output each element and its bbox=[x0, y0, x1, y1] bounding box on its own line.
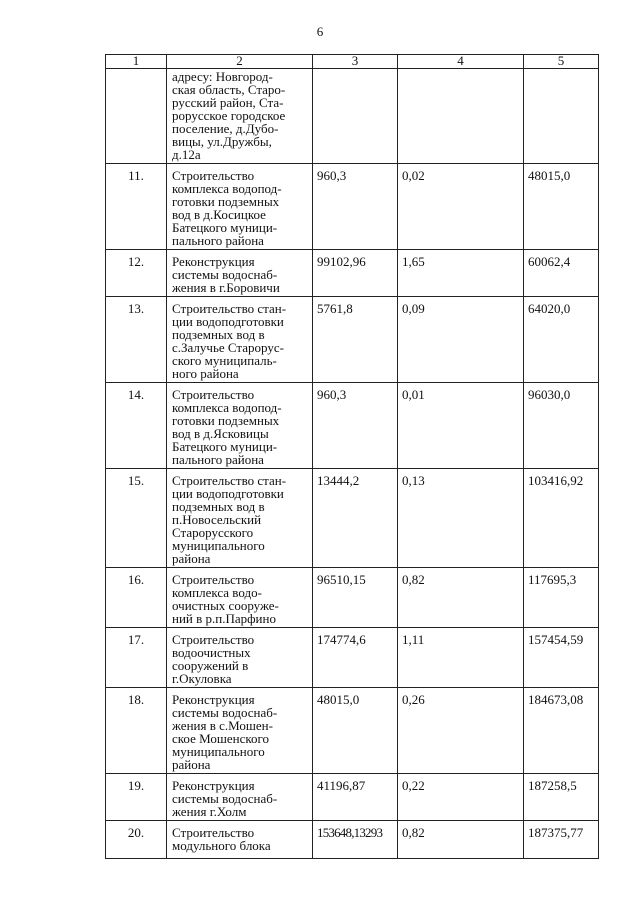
row-number: 17. bbox=[106, 628, 167, 688]
table-row bbox=[106, 628, 599, 688]
row-description: Строительство модульного блока bbox=[167, 821, 313, 859]
row-number: 20. bbox=[106, 821, 167, 859]
page-number: 6 bbox=[316, 24, 324, 39]
row-value-col4: 1,65 bbox=[398, 250, 524, 297]
row-number: 15. bbox=[106, 469, 167, 568]
row-value-col3: 174774,6 bbox=[313, 628, 398, 688]
row-value-col3: 96510,15 bbox=[313, 568, 398, 628]
data-table bbox=[105, 54, 599, 859]
row-description: Строительство стан- ции водоподготовки подземных вод в с.Залучье Старорус- ского муниципаль- ного района bbox=[167, 297, 313, 383]
row-value-col3: 153648,13293 bbox=[313, 821, 398, 859]
row-value-col4: 0,02 bbox=[398, 164, 524, 250]
row-value-col3: 960,3 bbox=[313, 383, 398, 469]
row-value-col5: 96030,0 bbox=[524, 383, 599, 469]
row-description: Реконструкция системы водоснаб- жения в с.Мошен- ское Мошенского муниципального района bbox=[167, 688, 313, 774]
row-value-col4: 0,01 bbox=[398, 383, 524, 469]
table-row bbox=[106, 469, 599, 568]
row-value-col5: 64020,0 bbox=[524, 297, 599, 383]
row-value-col5: 117695,3 bbox=[524, 568, 599, 628]
table-row bbox=[106, 568, 599, 628]
row-value-col5: 60062,4 bbox=[524, 250, 599, 297]
row-description: Строительство водоочистных сооружений в г.Окуловка bbox=[167, 628, 313, 688]
row-description: Реконструкция системы водоснаб- жения в г.Боровичи bbox=[167, 250, 313, 297]
row-value-col4: 0,22 bbox=[398, 774, 524, 821]
row-value-col4: 0,82 bbox=[398, 821, 524, 859]
row-description: Реконструкция системы водоснаб- жения г.Холм bbox=[167, 774, 313, 821]
header-cell-1: 1 bbox=[106, 55, 167, 69]
row-number: 14. bbox=[106, 383, 167, 469]
row-value-col3: 48015,0 bbox=[313, 688, 398, 774]
header-cell-4: 4 bbox=[398, 55, 524, 69]
table-row bbox=[106, 383, 599, 469]
continuation-num bbox=[106, 69, 167, 164]
header-row bbox=[106, 55, 599, 69]
row-value-col3: 13444,2 bbox=[313, 469, 398, 568]
row-number: 18. bbox=[106, 688, 167, 774]
continuation-description: адресу: Новгород- ская область, Старо- русский район, Ста- рорусское городское поселение, д.Дубо- вицы, ул.Дружбы, д.12а bbox=[167, 69, 313, 164]
row-value-col3: 960,3 bbox=[313, 164, 398, 250]
continuation-row bbox=[106, 69, 599, 164]
table-row bbox=[106, 821, 599, 859]
row-value-col5: 103416,92 bbox=[524, 469, 599, 568]
table-row bbox=[106, 774, 599, 821]
row-number: 13. bbox=[106, 297, 167, 383]
row-value-col3: 99102,96 bbox=[313, 250, 398, 297]
row-value-col5: 187375,77 bbox=[524, 821, 599, 859]
row-value-col5: 48015,0 bbox=[524, 164, 599, 250]
header-cell-2: 2 bbox=[167, 55, 313, 69]
header-cell-3: 3 bbox=[313, 55, 398, 69]
row-number: 19. bbox=[106, 774, 167, 821]
row-value-col3: 41196,87 bbox=[313, 774, 398, 821]
row-description: Строительство стан- ции водоподготовки подземных вод в п.Новосельский Старорусского муниципального района bbox=[167, 469, 313, 568]
row-value-col3: 5761,8 bbox=[313, 297, 398, 383]
table-row bbox=[106, 297, 599, 383]
row-value-col4: 0,82 bbox=[398, 568, 524, 628]
row-number: 16. bbox=[106, 568, 167, 628]
row-description: Строительство комплекса водо- очистных сооруже- ний в р.п.Парфино bbox=[167, 568, 313, 628]
row-value-col5: 187258,5 bbox=[524, 774, 599, 821]
row-value-col4: 0,13 bbox=[398, 469, 524, 568]
row-value-col4: 0,09 bbox=[398, 297, 524, 383]
table-row bbox=[106, 164, 599, 250]
header-cell-5: 5 bbox=[524, 55, 599, 69]
table-row bbox=[106, 250, 599, 297]
row-value-col5: 184673,08 bbox=[524, 688, 599, 774]
row-value-col4: 1,11 bbox=[398, 628, 524, 688]
row-value-col4: 0,26 bbox=[398, 688, 524, 774]
row-value-col5: 157454,59 bbox=[524, 628, 599, 688]
row-description: Строительство комплекса водопод- готовки подземных вод в д.Ясковицы Батецкого муници- пального района bbox=[167, 383, 313, 469]
row-description: Строительство комплекса водопод- готовки подземных вод в д.Косицкое Батецкого муници- пального района bbox=[167, 164, 313, 250]
row-number: 11. bbox=[106, 164, 167, 250]
row-number: 12. bbox=[106, 250, 167, 297]
table-row bbox=[106, 688, 599, 774]
